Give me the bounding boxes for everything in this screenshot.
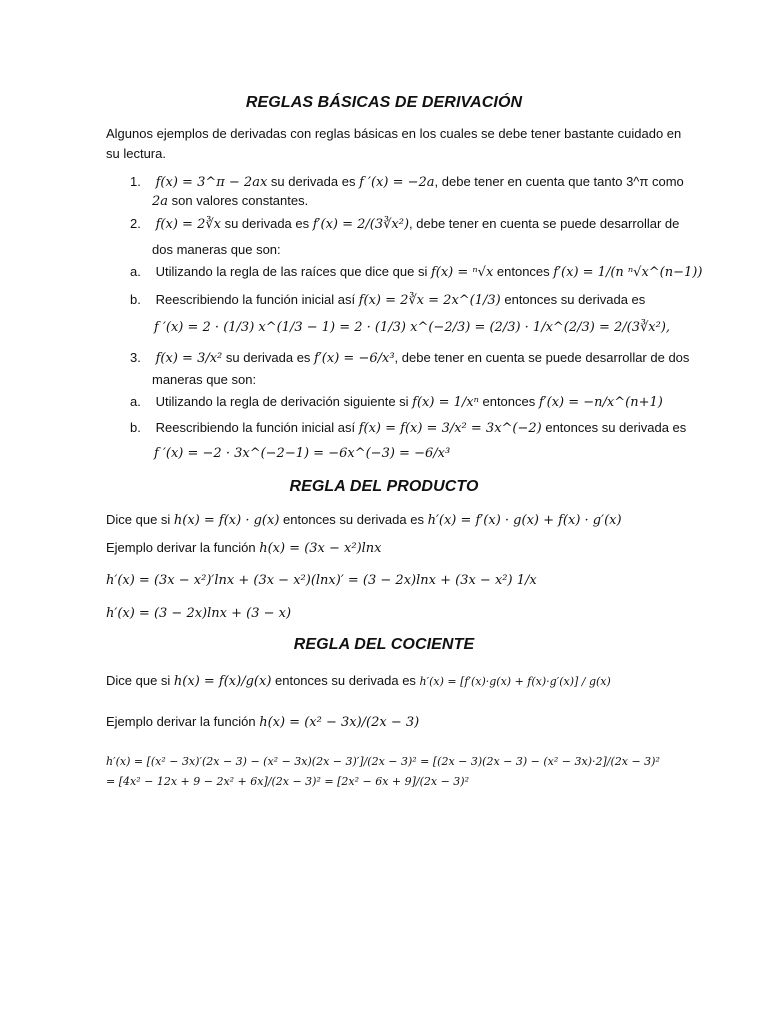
- math-expression: f(x) = 3/x²: [155, 351, 223, 366]
- math-expression: f(x) = 2∛x: [155, 217, 221, 232]
- math-expression: h(x) = f(x) · g(x): [173, 513, 280, 528]
- list-item-2b-derivation: f ′(x) = 2 · (1/3) x^(1/3 − 1) = 2 · (1/3) x^(−2/3) = (2/3) · 1/x^(2/3) = 2/(3∛x²),: [154, 320, 671, 335]
- list-number: 2.: [130, 216, 141, 231]
- item-text: su derivada es: [267, 174, 360, 189]
- section-title-regla-producto: REGLA DEL PRODUCTO: [289, 478, 479, 495]
- math-expression: f′(x) = −n/x^(n+1): [538, 395, 663, 410]
- list-letter: b.: [130, 292, 141, 307]
- list-letter: b.: [130, 420, 141, 435]
- list-item-2a: [130, 262, 702, 283]
- math-expression: f ′(x) = −2a: [359, 175, 435, 190]
- item-text: , debe tener en cuenta que tanto 3^π como: [434, 174, 684, 189]
- rule-text: entonces su derivada es: [279, 512, 428, 527]
- example-text: Ejemplo derivar la función: [106, 714, 260, 729]
- rule-text: entonces su derivada es: [271, 673, 420, 688]
- math-expression: f(x) = f(x) = 3/x² = 3x^(−2): [358, 421, 542, 436]
- producto-step-1: h′(x) = (3x − x²)′lnx + (3x − x²)(lnx)′ = (3 − 2x)lnx + (3x − x²) 1/x: [106, 573, 537, 588]
- list-item-1-continuation: [152, 191, 308, 212]
- item-text: entonces su derivada es: [541, 420, 687, 435]
- list-item-3b-derivation: f ′(x) = −2 · 3x^(−2−1) = −6x^(−3) = −6/x³: [154, 446, 451, 461]
- section-title-reglas-basicas: REGLAS BÁSICAS DE DERIVACIÓN: [245, 94, 523, 111]
- list-number: 3.: [130, 350, 141, 365]
- section-title-regla-cociente: REGLA DEL COCIENTE: [293, 636, 475, 653]
- list-number: 1.: [130, 174, 141, 189]
- example-text: Ejemplo derivar la función: [106, 540, 260, 555]
- math-expression: h(x) = (x² − 3x)/(2x − 3): [259, 715, 420, 730]
- math-expression: h′(x) = [f′(x)·g(x) + f(x)·g′(x)] / g(x): [419, 675, 611, 688]
- math-expression: h(x) = (3x − x²)lnx: [259, 541, 382, 556]
- math-expression: h′(x) = f′(x) · g(x) + f(x) · g′(x): [427, 513, 622, 528]
- item-text: , debe tener en cuenta se puede desarrollar de: [409, 216, 680, 231]
- list-letter: a.: [130, 264, 141, 279]
- list-item-2: [130, 214, 679, 235]
- item-text: Reescribiendo la función inicial así: [155, 292, 359, 307]
- math-expression: 2a: [152, 194, 169, 209]
- item-text: su derivada es: [220, 216, 313, 231]
- intro-line-1: Algunos ejemplos de derivadas con reglas básicas en los cuales se debe tener bastante cuidado en: [106, 126, 682, 141]
- math-expression: h(x) = f(x)/g(x): [173, 674, 272, 689]
- list-item-3b: [130, 418, 686, 439]
- intro-line-2: su lectura.: [106, 146, 166, 161]
- producto-example: [106, 538, 382, 559]
- cociente-example: [106, 712, 419, 733]
- list-item-1: [130, 172, 684, 193]
- math-expression: f(x) = 3^π − 2ax: [155, 175, 268, 190]
- math-expression: f(x) = 2∛x = 2x^(1/3): [358, 293, 501, 308]
- item-text: entonces: [478, 394, 539, 409]
- cociente-rule: [106, 671, 611, 692]
- item-text: entonces su derivada es: [500, 292, 646, 307]
- item-text: su derivada es: [222, 350, 315, 365]
- cociente-step-1: h′(x) = [(x² − 3x)′(2x − 3) − (x² − 3x)(2x − 3)′]/(2x − 3)² = [(2x − 3)(2x − 3) − (x² − 3x)·2]/(2x − 3)² = [4x² − 12x + 9 − 2x² + 6x]/(2x − 3)² = [2x² − 6x + 9]/(2x − 3)²: [106, 755, 660, 788]
- list-item-3: [130, 348, 689, 369]
- rule-text: Dice que si: [106, 673, 174, 688]
- math-expression: f′(x) = 1/(n ⁿ√x^(n−1)): [553, 265, 703, 280]
- math-expression: f′(x) = −6/x³: [314, 351, 395, 366]
- item-text: Reescribiendo la función inicial así: [155, 420, 359, 435]
- list-item-3-continuation: maneras que son:: [152, 372, 257, 387]
- item-text: entonces: [493, 264, 554, 279]
- list-item-3a: [130, 392, 663, 413]
- list-item-2b: [130, 290, 645, 311]
- item-text: Utilizando la regla de las raíces que dice que si: [155, 264, 431, 279]
- item-text: Utilizando la regla de derivación siguiente si: [155, 394, 413, 409]
- item-text: , debe tener en cuenta se puede desarrollar de dos: [394, 350, 690, 365]
- list-letter: a.: [130, 394, 141, 409]
- math-expression: f(x) = 1/xⁿ: [412, 395, 479, 410]
- item-text: son valores constantes.: [168, 193, 309, 208]
- math-expression: f′(x) = 2/(3∛x²): [312, 217, 410, 232]
- producto-step-2: h′(x) = (3 − 2x)lnx + (3 − x): [106, 606, 292, 621]
- list-item-2-continuation: dos maneras que son:: [152, 242, 281, 257]
- math-expression: f(x) = ⁿ√x: [430, 265, 494, 280]
- producto-rule: [106, 510, 622, 531]
- rule-text: Dice que si: [106, 512, 174, 527]
